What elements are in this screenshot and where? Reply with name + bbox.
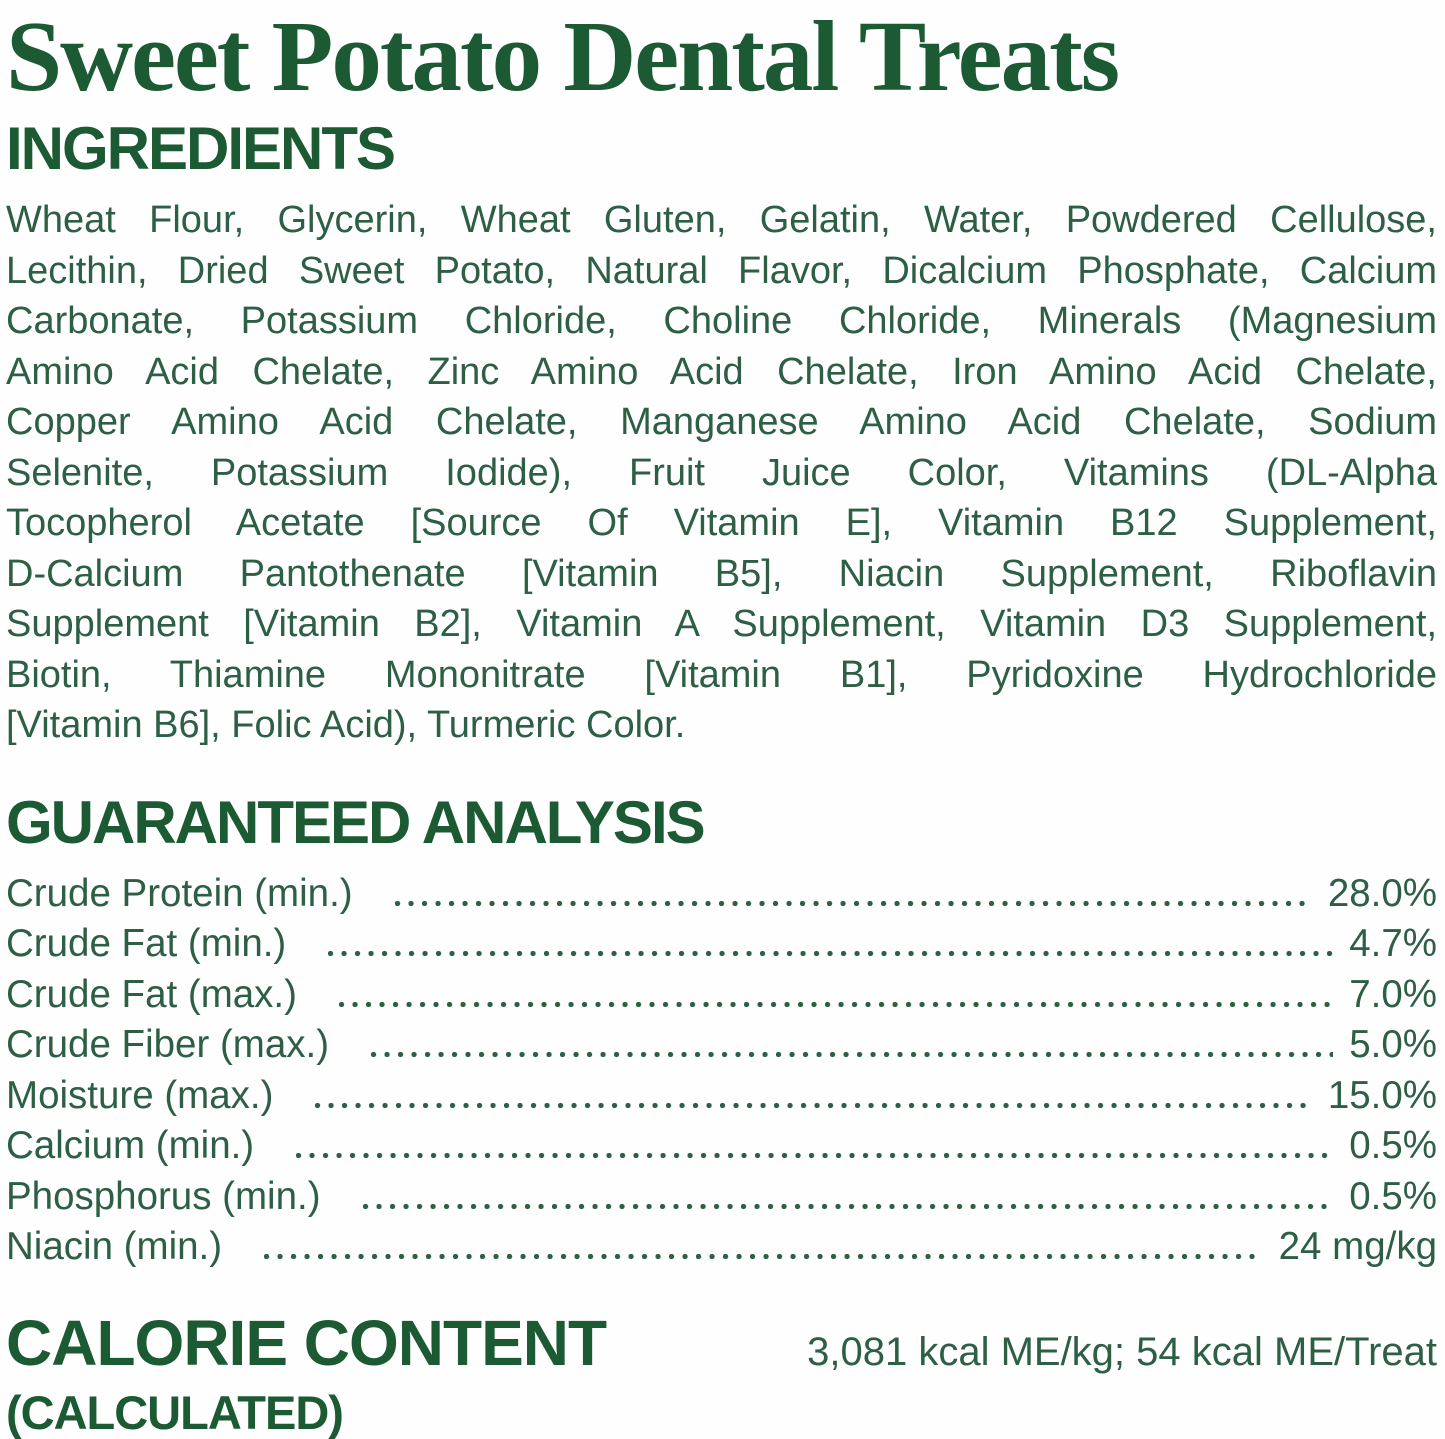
table-row bbox=[6, 1020, 1437, 1071]
analysis-label: Niacin (min.) bbox=[6, 1225, 223, 1269]
calorie-content-section bbox=[6, 1306, 1437, 1439]
dot-leader bbox=[395, 901, 1312, 906]
table-row bbox=[6, 970, 1437, 1021]
analysis-value: 5.0% bbox=[1349, 1023, 1437, 1067]
ingredients-line: D-Calcium Pantothenate [Vitamin B5], Niacin Supplement, Riboflavin bbox=[6, 552, 1437, 595]
calorie-heading-block bbox=[6, 1306, 607, 1439]
dot-leader bbox=[328, 951, 1333, 956]
analysis-value: 28.0% bbox=[1327, 871, 1437, 915]
dot-leader bbox=[315, 1103, 1311, 1108]
analysis-label: Moisture (max.) bbox=[6, 1073, 274, 1117]
table-row bbox=[6, 869, 1437, 920]
analysis-value: 24 mg/kg bbox=[1278, 1225, 1437, 1269]
guaranteed-analysis-table bbox=[6, 869, 1437, 1273]
analysis-value: 7.0% bbox=[1349, 972, 1437, 1016]
ingredients-line: Tocopherol Acetate [Source Of Vitamin E], Vitamin B12 Supplement, bbox=[6, 502, 1437, 545]
product-title: Sweet Potato Dental Treats bbox=[6, 0, 1119, 112]
ingredients-line: Copper Amino Acid Chelate, Manganese Amino Acid Chelate, Sodium bbox=[6, 401, 1437, 444]
analysis-label: Calcium (min.) bbox=[6, 1124, 255, 1168]
analysis-label: Crude Fat (max.) bbox=[6, 972, 297, 1016]
ingredients-line: Amino Acid Chelate, Zinc Amino Acid Chelate, Iron Amino Acid Chelate, bbox=[6, 350, 1437, 393]
table-row bbox=[6, 1222, 1437, 1273]
analysis-value: 4.7% bbox=[1349, 922, 1437, 966]
dot-leader bbox=[339, 1002, 1333, 1007]
ingredients-line: Carbonate, Potassium Chloride, Choline Chloride, Minerals (Magnesium bbox=[6, 300, 1437, 343]
dot-leader bbox=[363, 1204, 1334, 1209]
ingredients-line: Lecithin, Dried Sweet Potato, Natural Flavor, Dicalcium Phosphate, Calcium bbox=[6, 249, 1437, 292]
table-row bbox=[6, 919, 1437, 970]
calorie-content-heading: CALORIE CONTENT bbox=[6, 1306, 607, 1379]
table-row bbox=[6, 1071, 1437, 1122]
calorie-value: 3,081 kcal ME/kg; 54 kcal ME/Treat bbox=[807, 1329, 1437, 1374]
analysis-label: Crude Fat (min.) bbox=[6, 922, 287, 966]
analysis-label: Phosphorus (min.) bbox=[6, 1174, 321, 1218]
analysis-value: 0.5% bbox=[1349, 1174, 1437, 1218]
ingredients-paragraph bbox=[6, 195, 1437, 751]
analysis-value: 15.0% bbox=[1327, 1073, 1437, 1117]
ingredients-line: Wheat Flour, Glycerin, Wheat Gluten, Gelatin, Water, Powdered Cellulose, bbox=[6, 199, 1437, 242]
dot-leader bbox=[296, 1153, 1333, 1158]
table-row bbox=[6, 1172, 1437, 1223]
calorie-calculated-subheading: (CALCULATED) bbox=[6, 1385, 343, 1439]
table-row bbox=[6, 1121, 1437, 1172]
analysis-value: 0.5% bbox=[1349, 1124, 1437, 1168]
dot-leader bbox=[371, 1052, 1333, 1057]
ingredients-line: [Vitamin B6], Folic Acid), Turmeric Color. bbox=[6, 704, 686, 747]
guaranteed-analysis-heading: GUARANTEED ANALYSIS bbox=[6, 788, 704, 856]
ingredients-heading: INGREDIENTS bbox=[6, 115, 395, 183]
analysis-label: Crude Fiber (max.) bbox=[6, 1023, 330, 1067]
analysis-label: Crude Protein (min.) bbox=[6, 871, 353, 915]
ingredients-line: Selenite, Potassium Iodide), Fruit Juice Color, Vitamins (DL-Alpha bbox=[6, 451, 1437, 494]
ingredients-line: Biotin, Thiamine Mononitrate [Vitamin B1], Pyridoxine Hydrochloride bbox=[6, 653, 1437, 696]
dot-leader bbox=[264, 1254, 1263, 1259]
ingredients-line: Supplement [Vitamin B2], Vitamin A Supplement, Vitamin D3 Supplement, bbox=[6, 603, 1437, 646]
